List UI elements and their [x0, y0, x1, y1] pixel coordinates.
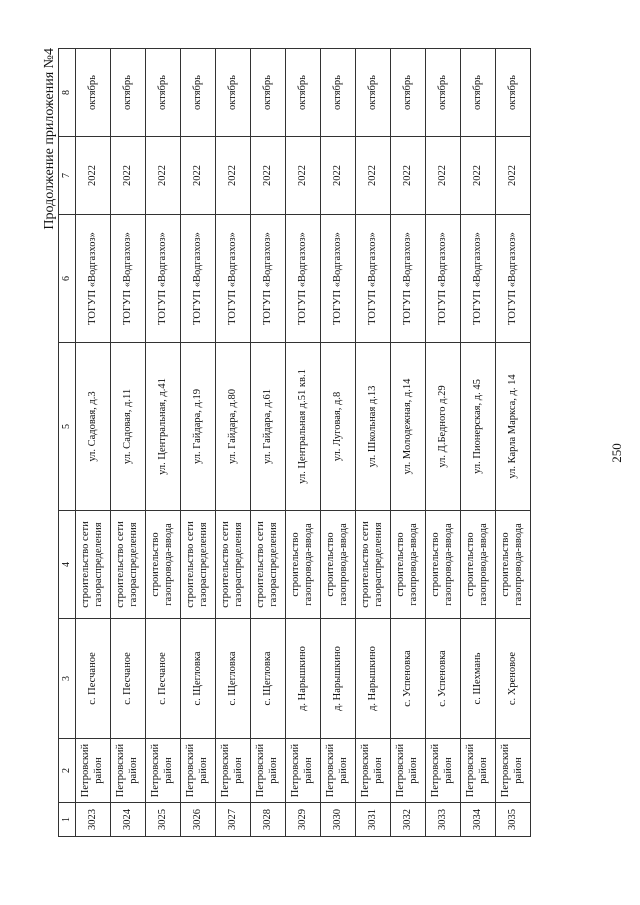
gas-works-table — [58, 48, 531, 837]
table-row — [286, 49, 321, 837]
work-type-cell: строительство газопровода-ввода — [426, 511, 461, 619]
address-cell: ул. Садовая, д.3 — [76, 343, 111, 511]
year-cell: 2022 — [321, 137, 356, 215]
work-type-cell: строительство газопровода-ввода — [461, 511, 496, 619]
year-cell: 2022 — [391, 137, 426, 215]
table-row — [426, 49, 461, 837]
work-type-cell: строительство сети газораспределения — [216, 511, 251, 619]
month-cell: октябрь — [76, 49, 111, 137]
district-cell: Петровский район — [286, 739, 321, 803]
row-number-cell: 3024 — [111, 803, 146, 837]
contractor-cell: ТОГУП «Водгазхоз» — [216, 215, 251, 343]
address-cell: ул. Садовая, д.11 — [111, 343, 146, 511]
table-row — [496, 49, 531, 837]
row-number-cell: 3025 — [146, 803, 181, 837]
year-cell: 2022 — [426, 137, 461, 215]
district-cell: Петровский район — [216, 739, 251, 803]
table-row — [321, 49, 356, 837]
row-number-cell: 3028 — [251, 803, 286, 837]
year-cell: 2022 — [181, 137, 216, 215]
year-cell: 2022 — [76, 137, 111, 215]
contractor-cell: ТОГУП «Водгазхоз» — [321, 215, 356, 343]
address-cell: ул. Пионерская, д. 45 — [461, 343, 496, 511]
settlement-cell: д. Нарышкино — [356, 619, 391, 739]
contractor-cell: ТОГУП «Водгазхоз» — [391, 215, 426, 343]
address-cell: ул. Гайдара, д.80 — [216, 343, 251, 511]
column-header: 7 — [59, 137, 76, 215]
district-cell: Петровский район — [356, 739, 391, 803]
table-row — [251, 49, 286, 837]
column-header: 3 — [59, 619, 76, 739]
work-type-cell: строительство газопровода-ввода — [496, 511, 531, 619]
district-cell: Петровский район — [391, 739, 426, 803]
row-number-cell: 3034 — [461, 803, 496, 837]
month-cell: октябрь — [496, 49, 531, 137]
year-cell: 2022 — [461, 137, 496, 215]
contractor-cell: ТОГУП «Водгазхоз» — [426, 215, 461, 343]
settlement-cell: с. Песчаное — [76, 619, 111, 739]
settlement-cell: д. Нарышкино — [286, 619, 321, 739]
column-header: 8 — [59, 49, 76, 137]
month-cell: октябрь — [321, 49, 356, 137]
settlement-cell: с. Щегловка — [181, 619, 216, 739]
year-cell: 2022 — [111, 137, 146, 215]
column-header: 5 — [59, 343, 76, 511]
table-row — [461, 49, 496, 837]
row-number-cell: 3033 — [426, 803, 461, 837]
year-cell: 2022 — [146, 137, 181, 215]
address-cell: ул. Центральная д.51 кв.1 — [286, 343, 321, 511]
district-cell: Петровский район — [461, 739, 496, 803]
contractor-cell: ТОГУП «Водгазхоз» — [356, 215, 391, 343]
settlement-cell: с. Щегловка — [251, 619, 286, 739]
district-cell: Петровский район — [76, 739, 111, 803]
contractor-cell: ТОГУП «Водгазхоз» — [146, 215, 181, 343]
address-cell: ул. Молодежная, д.14 — [391, 343, 426, 511]
work-type-cell: строительство газопровода-ввода — [391, 511, 426, 619]
table-row — [111, 49, 146, 837]
settlement-cell: с. Щегловка — [216, 619, 251, 739]
contractor-cell: ТОГУП «Водгазхоз» — [286, 215, 321, 343]
work-type-cell: строительство газопровода-ввода — [321, 511, 356, 619]
district-cell: Петровский район — [496, 739, 531, 803]
district-cell: Петровский район — [181, 739, 216, 803]
year-cell: 2022 — [496, 137, 531, 215]
settlement-cell: с. Успеновка — [426, 619, 461, 739]
table-row — [146, 49, 181, 837]
row-number-cell: 3030 — [321, 803, 356, 837]
settlement-cell: с. Успеновка — [391, 619, 426, 739]
settlement-cell: с. Песчаное — [111, 619, 146, 739]
year-cell: 2022 — [356, 137, 391, 215]
address-cell: ул. Карла Маркса, д. 14 — [496, 343, 531, 511]
contractor-cell: ТОГУП «Водгазхоз» — [496, 215, 531, 343]
work-type-cell: строительство сети газораспределения — [111, 511, 146, 619]
contractor-cell: ТОГУП «Водгазхоз» — [181, 215, 216, 343]
column-header: 1 — [59, 803, 76, 837]
row-number-cell: 3035 — [496, 803, 531, 837]
column-header: 4 — [59, 511, 76, 619]
address-cell: ул. Центральная, д.41 — [146, 343, 181, 511]
work-type-cell: строительство газопровода-ввода — [146, 511, 181, 619]
settlement-cell: с. Шехмань — [461, 619, 496, 739]
row-number-cell: 3027 — [216, 803, 251, 837]
district-cell: Петровский район — [426, 739, 461, 803]
address-cell: ул. Школьная д.13 — [356, 343, 391, 511]
address-cell: ул. Гайдара, д.19 — [181, 343, 216, 511]
table-row — [76, 49, 111, 837]
address-cell: ул. Луговая, д.8 — [321, 343, 356, 511]
work-type-cell: строительство сети газораспределения — [356, 511, 391, 619]
column-header: 2 — [59, 739, 76, 803]
month-cell: октябрь — [146, 49, 181, 137]
settlement-cell: с. Хреновое — [496, 619, 531, 739]
appendix-caption: Продолжение приложения №4 — [42, 48, 57, 230]
settlement-cell: д. Нарышкино — [321, 619, 356, 739]
year-cell: 2022 — [251, 137, 286, 215]
address-cell: ул. Гайдара, д.61 — [251, 343, 286, 511]
district-cell: Петровский район — [321, 739, 356, 803]
address-cell: ул. Д.Бедного д.29 — [426, 343, 461, 511]
contractor-cell: ТОГУП «Водгазхоз» — [251, 215, 286, 343]
month-cell: октябрь — [216, 49, 251, 137]
table-row — [391, 49, 426, 837]
year-cell: 2022 — [286, 137, 321, 215]
page-number: 250 — [609, 443, 624, 463]
work-type-cell: строительство сети газораспределения — [76, 511, 111, 619]
settlement-cell: с. Песчаное — [146, 619, 181, 739]
month-cell: октябрь — [251, 49, 286, 137]
table-row — [356, 49, 391, 837]
district-cell: Петровский район — [146, 739, 181, 803]
month-cell: октябрь — [181, 49, 216, 137]
month-cell: октябрь — [356, 49, 391, 137]
row-number-cell: 3031 — [356, 803, 391, 837]
contractor-cell: ТОГУП «Водгазхоз» — [76, 215, 111, 343]
row-number-cell: 3029 — [286, 803, 321, 837]
year-cell: 2022 — [216, 137, 251, 215]
district-cell: Петровский район — [111, 739, 146, 803]
work-type-cell: строительство газопровода-ввода — [286, 511, 321, 619]
column-header: 6 — [59, 215, 76, 343]
work-type-cell: строительство сети газораспределения — [181, 511, 216, 619]
row-number-cell: 3026 — [181, 803, 216, 837]
header-row — [59, 49, 76, 837]
district-cell: Петровский район — [251, 739, 286, 803]
row-number-cell: 3032 — [391, 803, 426, 837]
month-cell: октябрь — [286, 49, 321, 137]
month-cell: октябрь — [426, 49, 461, 137]
month-cell: октябрь — [461, 49, 496, 137]
work-type-cell: строительство сети газораспределения — [251, 511, 286, 619]
contractor-cell: ТОГУП «Водгазхоз» — [461, 215, 496, 343]
table-body — [76, 49, 531, 837]
month-cell: октябрь — [391, 49, 426, 137]
month-cell: октябрь — [111, 49, 146, 137]
table-row — [216, 49, 251, 837]
table-row — [181, 49, 216, 837]
contractor-cell: ТОГУП «Водгазхоз» — [111, 215, 146, 343]
row-number-cell: 3023 — [76, 803, 111, 837]
